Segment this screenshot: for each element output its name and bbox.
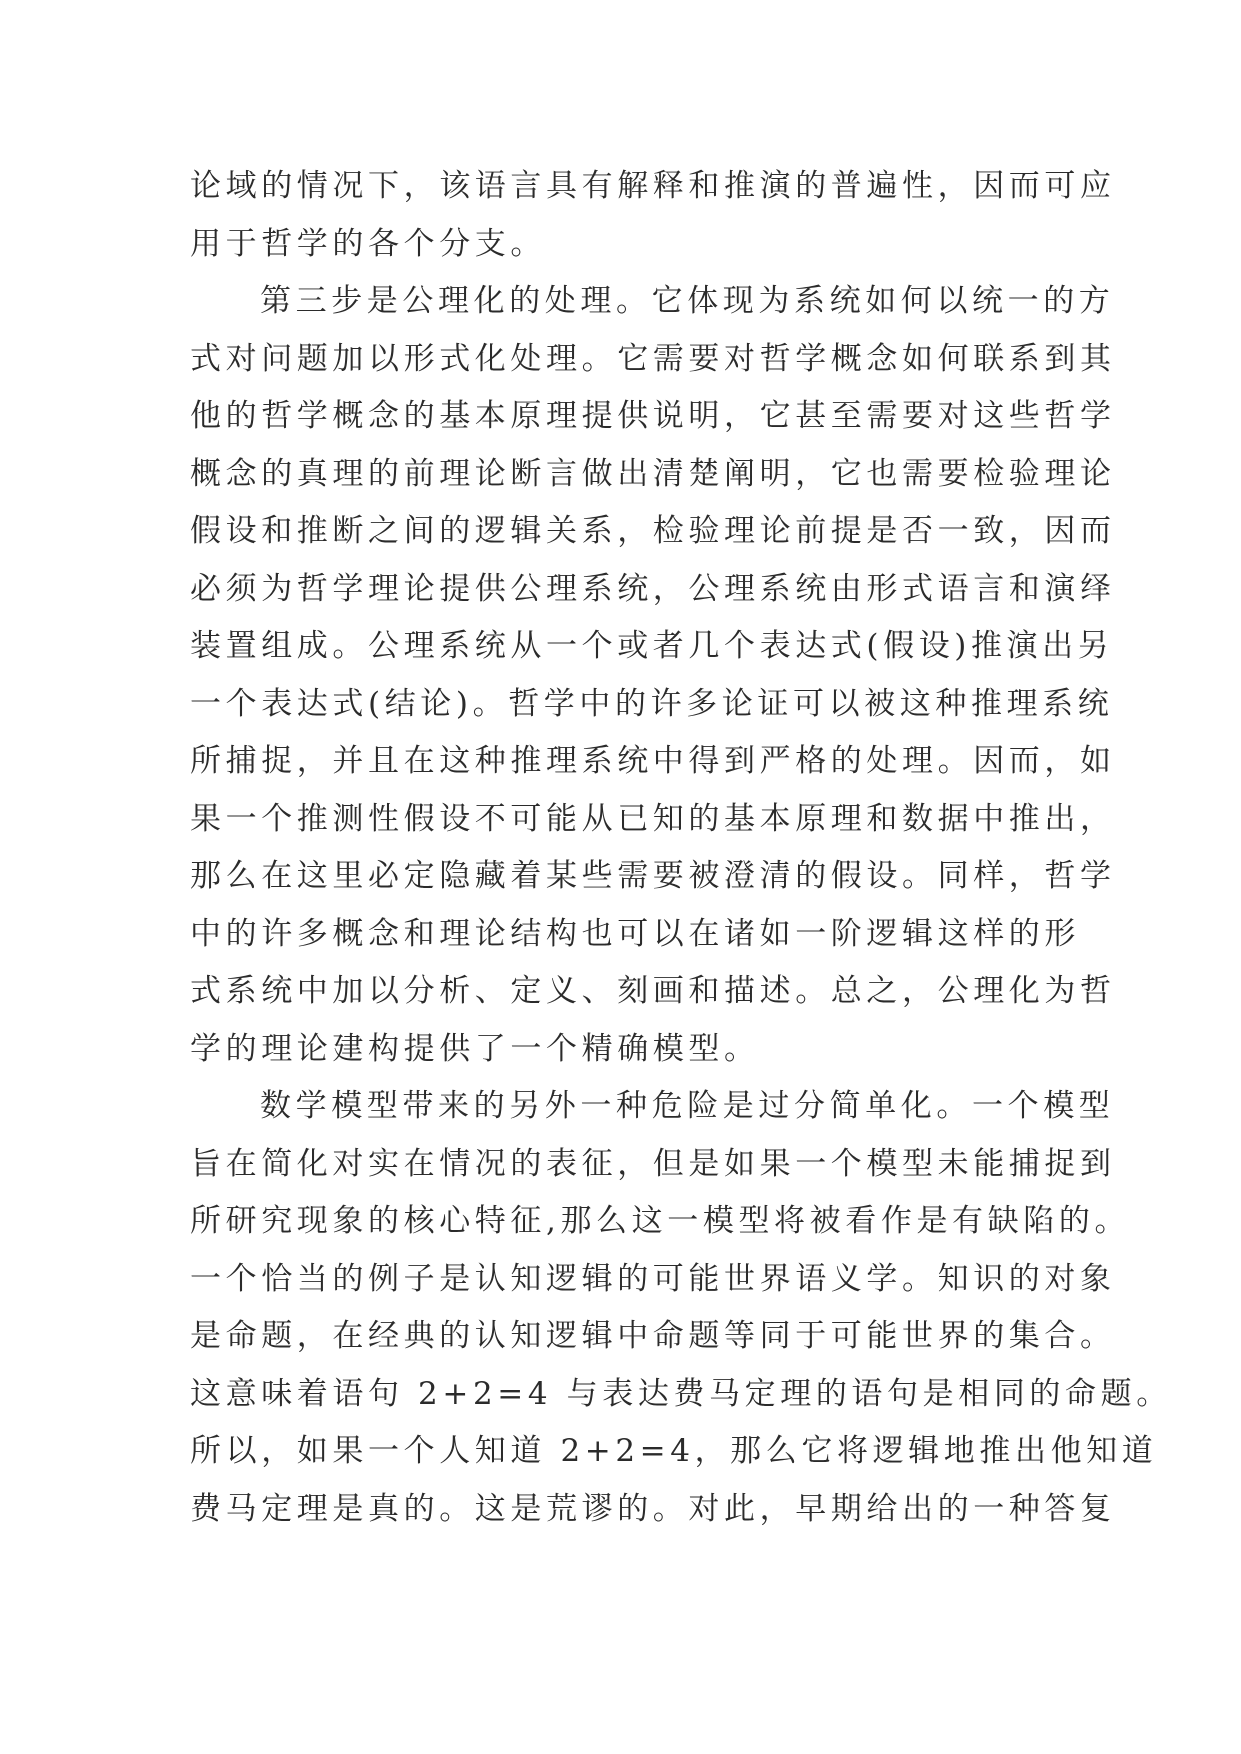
paragraph bbox=[190, 1078, 1172, 1538]
text-line: 中的许多概念和理论结构也可以在诸如一阶逻辑这样的形 bbox=[190, 915, 1080, 952]
text-line: 概念的真理的前理论断言做出清楚阐明，它也需要检验理论 bbox=[190, 455, 1116, 492]
text-line: 一个恰当的例子是认知逻辑的可能世界语义学。知识的对象 bbox=[190, 1260, 1116, 1297]
text-line: 论域的情况下，该语言具有解释和推演的普遍性，因而可应 bbox=[190, 168, 1116, 204]
text-line: 一个表达式(结论)。哲学中的许多论证可以被这种推理系统 bbox=[190, 685, 1114, 722]
text-line: 旨在简化对实在情况的表征，但是如果一个模型未能捕捉到 bbox=[190, 1145, 1116, 1182]
text-line: 费马定理是真的。这是荒谬的。对此，早期给出的一种答复 bbox=[190, 1490, 1116, 1527]
text-line: 式系统中加以分析、定义、刻画和描述。总之，公理化为哲 bbox=[190, 973, 1116, 1009]
text-line: 第三步是公理化的处理。它体现为系统如何以统一的方 bbox=[260, 283, 1115, 319]
paragraph bbox=[190, 273, 1116, 1078]
text-line: 必须为哲学理论提供公理系统，公理系统由形式语言和演绎 bbox=[190, 570, 1116, 607]
text-line: 数学模型带来的另外一种危险是过分简单化。一个模型 bbox=[260, 1088, 1115, 1124]
text-line: 他的哲学概念的基本原理提供说明，它甚至需要对这些哲学 bbox=[190, 398, 1116, 434]
text-line: 所捕捉，并且在这种推理系统中得到严格的处理。因而，如 bbox=[190, 743, 1116, 779]
text-line: 装置组成。公理系统从一个或者几个表达式(假设)推演出另 bbox=[190, 628, 1114, 664]
body-text bbox=[190, 158, 1172, 1538]
text-line: 是命题，在经典的认知逻辑中命题等同于可能世界的集合。 bbox=[190, 1318, 1116, 1354]
text-line: 果一个推测性假设不可能从已知的基本原理和数据中推出， bbox=[190, 800, 1116, 837]
paragraph bbox=[190, 158, 1116, 273]
text-line: 那么在这里必定隐藏着某些需要被澄清的假设。同样，哲学 bbox=[190, 858, 1116, 894]
text-line: 所研究现象的核心特征,那么这一模型将被看作是有缺陷的。 bbox=[190, 1203, 1131, 1239]
text-line: 这意味着语句 2+2=4 与表达费马定理的语句是相同的命题。 bbox=[190, 1375, 1172, 1412]
text-line: 所以，如果一个人知道 2+2=4，那么它将逻辑地推出他知道 bbox=[190, 1433, 1158, 1469]
text-line: 式对问题加以形式化处理。它需要对哲学概念如何联系到其 bbox=[190, 340, 1116, 377]
text-line: 用于哲学的各个分支。 bbox=[190, 225, 546, 262]
text-line: 学的理论建构提供了一个精确模型。 bbox=[190, 1030, 760, 1067]
text-line: 假设和推断之间的逻辑关系，检验理论前提是否一致，因而 bbox=[190, 513, 1116, 549]
